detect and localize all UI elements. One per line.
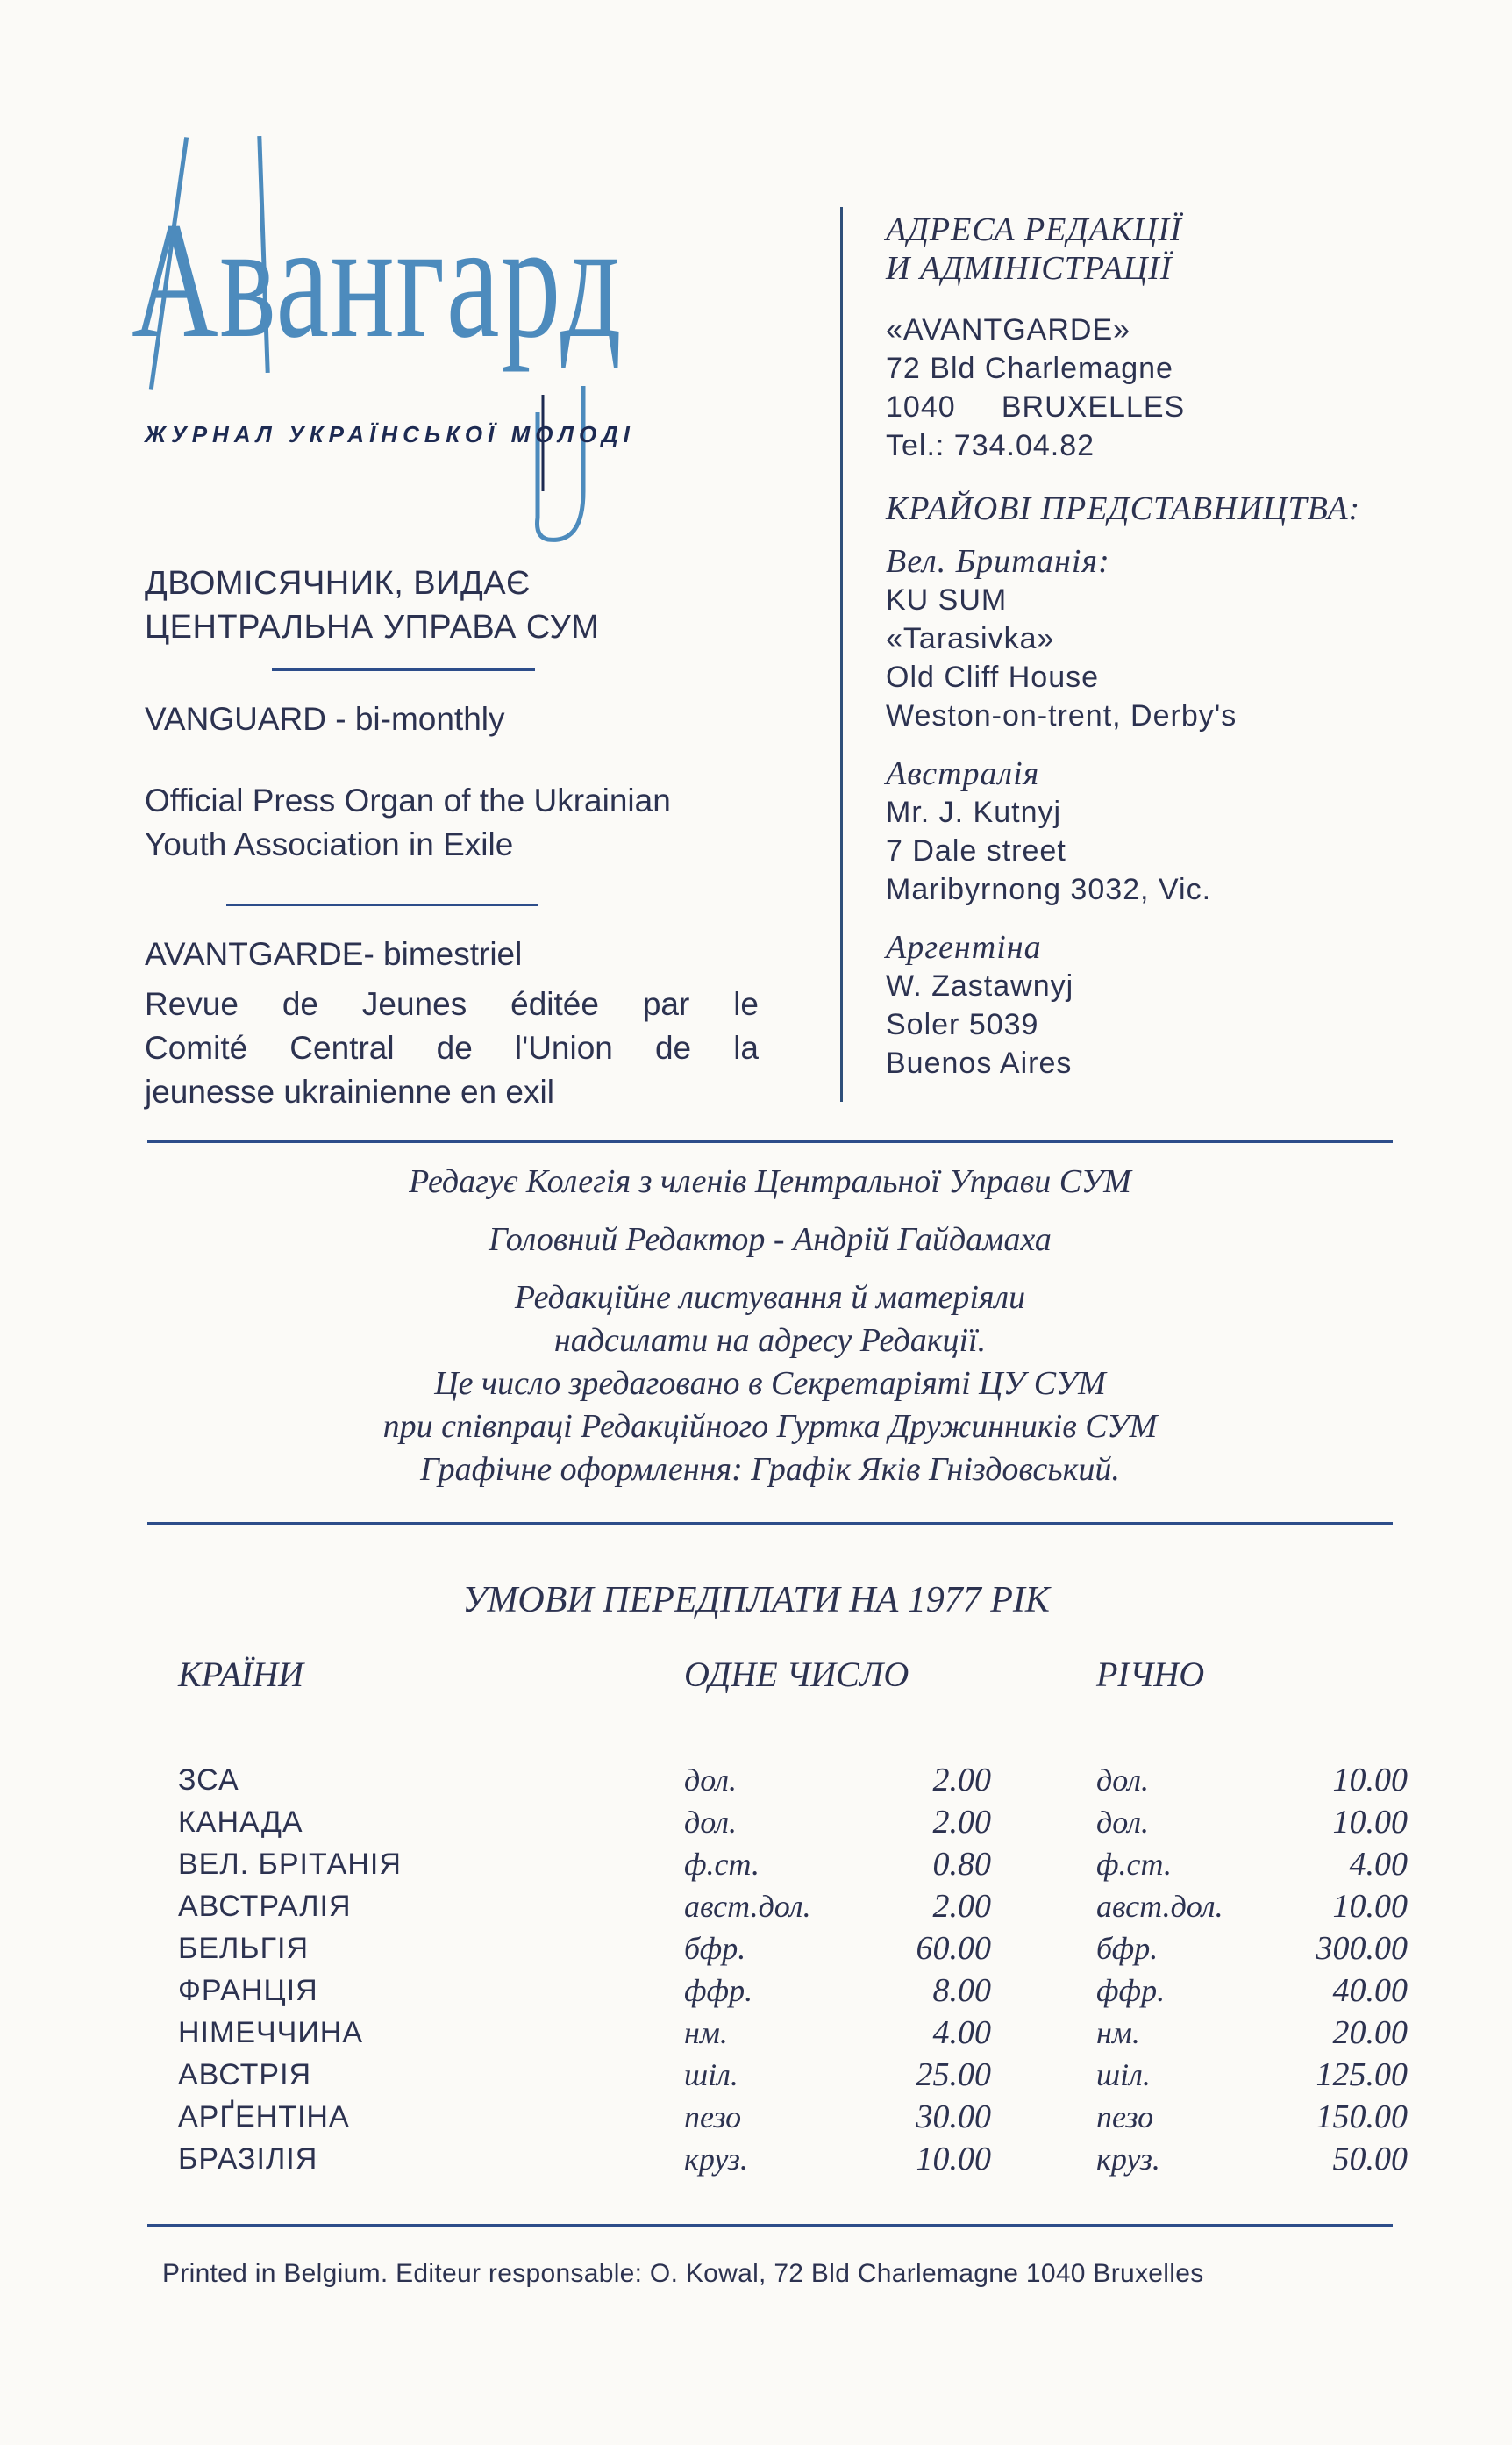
currency-cell: авст.дол. xyxy=(1096,1889,1223,1924)
country-cell: БЕЛЬГІЯ xyxy=(178,1932,310,1965)
currency-cell: ффр. xyxy=(1096,1973,1166,2008)
country-cell: АРҐЕНТІНА xyxy=(178,2100,350,2134)
single-price-cell: 0.80 xyxy=(932,1846,991,1883)
yearly-price-cell: 10.00 xyxy=(1332,1888,1408,1925)
rep-line: W. Zastawnyj xyxy=(886,969,1074,1003)
rep-line: Maribyrnong 3032, Vic. xyxy=(886,873,1212,906)
rep-country: Аргентіна xyxy=(886,929,1042,966)
yearly-price-cell: 40.00 xyxy=(1332,1972,1408,2009)
editorial-credits xyxy=(147,1161,1393,1491)
col-single-header: ОДНЕ ЧИСЛО xyxy=(684,1655,909,1694)
rep-line: Old Cliff House xyxy=(886,661,1100,694)
currency-cell: дол. xyxy=(684,1805,738,1840)
english-subtitle: VANGUARD - bi-monthly xyxy=(145,701,505,737)
divider xyxy=(272,668,535,671)
country-cell: НІМЕЧЧИНА xyxy=(178,2016,363,2049)
yearly-price-cell: 10.00 xyxy=(1332,1804,1408,1841)
currency-cell: дол. xyxy=(684,1762,738,1798)
single-price-cell: 2.00 xyxy=(932,1804,991,1841)
description-line: jeunesse ukrainienne en exil xyxy=(145,1074,554,1110)
rep-line: Buenos Aires xyxy=(886,1047,1073,1080)
table-row xyxy=(0,1885,1512,1927)
col-country-header: КРАЇНИ xyxy=(178,1655,304,1694)
table-row xyxy=(0,1970,1512,2012)
rep-line: Mr. J. Kutnyj xyxy=(886,796,1062,829)
currency-cell: пезо xyxy=(1096,2099,1154,2134)
currency-cell: нм. xyxy=(684,2015,728,2050)
magazine-logo: Авангард xyxy=(132,189,624,373)
rep-line: Soler 5039 xyxy=(886,1008,1039,1041)
magazine-subtitle: ЖУРНАЛ УКРАЇНСЬКОЇ МОЛОДІ xyxy=(145,421,635,447)
table-row xyxy=(0,2138,1512,2180)
address-heading: И АДМІНІСТРАЦІЇ xyxy=(886,250,1173,287)
yearly-price-cell: 10.00 xyxy=(1332,1762,1408,1798)
description-line: Official Press Organ of the Ukrainian xyxy=(145,783,671,819)
currency-cell: ф.ст. xyxy=(684,1847,760,1882)
representatives-heading: КРАЙОВІ ПРЕДСТАВНИЦТВА: xyxy=(886,490,1361,527)
rep-line: «Tarasivka» xyxy=(886,622,1055,655)
single-price-cell: 2.00 xyxy=(932,1762,991,1798)
single-price-cell: 30.00 xyxy=(916,2098,991,2135)
rep-line: KU SUM xyxy=(886,583,1008,617)
country-cell: ЗСА xyxy=(178,1763,239,1797)
french-subtitle: AVANTGARDE- bimestriel xyxy=(145,936,523,972)
credit-line: Це число зредаговано в Секретаріяті ЦУ СУМ xyxy=(434,1365,1106,1402)
country-cell: ВЕЛ. БРІТАНІЯ xyxy=(178,1848,402,1881)
table-row xyxy=(0,2012,1512,2054)
currency-cell: дол. xyxy=(1096,1762,1150,1798)
country-cell: ФРАНЦІЯ xyxy=(178,1974,318,2007)
currency-cell: круз. xyxy=(684,2141,748,2177)
currency-cell: круз. xyxy=(1096,2141,1160,2177)
yearly-price-cell: 20.00 xyxy=(1332,2014,1408,2051)
english-description xyxy=(145,779,767,867)
imprint-footer: Printed in Belgium. Editeur responsable: O. Kowal, 72 Bld Charlemagne 1040 Bruxelles xyxy=(162,2259,1204,2288)
section-divider xyxy=(147,1522,1393,1525)
address-heading: АДРЕСА РЕДАКЦІЇ xyxy=(886,211,1182,248)
single-price-cell: 2.00 xyxy=(932,1888,991,1925)
publisher-title-line: ДВОМІСЯЧНИК, ВИДАЄ xyxy=(145,565,531,602)
single-price-cell: 25.00 xyxy=(916,2056,991,2093)
single-price-cell: 10.00 xyxy=(916,2141,991,2177)
single-price-cell: 8.00 xyxy=(932,1972,991,2009)
currency-cell: шіл. xyxy=(684,2057,738,2092)
address-line: «AVANTGARDE» xyxy=(886,313,1131,347)
table-row xyxy=(0,2096,1512,2138)
credit-line: надсилати на адресу Редакції. xyxy=(553,1322,987,1359)
rep-line: 7 Dale street xyxy=(886,834,1066,868)
table-row xyxy=(0,1801,1512,1843)
table-row xyxy=(0,1927,1512,1970)
credit-line: при співпраці Редакційного Гуртка Дружинників СУМ xyxy=(382,1408,1158,1445)
currency-cell: бфр. xyxy=(684,1931,746,1966)
section-divider xyxy=(147,1140,1393,1143)
yearly-price-cell: 150.00 xyxy=(1316,2098,1408,2135)
yearly-price-cell: 50.00 xyxy=(1332,2141,1408,2177)
currency-cell: дол. xyxy=(1096,1805,1150,1840)
address-line: Tel.: 734.04.82 xyxy=(886,429,1095,462)
divider xyxy=(226,904,538,906)
table-row xyxy=(0,2054,1512,2096)
description-line: Comité Central de l'Union de la xyxy=(145,1030,759,1066)
single-price-cell: 4.00 xyxy=(932,2014,991,2051)
currency-cell: шіл. xyxy=(1096,2057,1151,2092)
country-cell: КАНАДА xyxy=(178,1805,303,1839)
table-row xyxy=(0,1759,1512,1801)
publisher-title-line: ЦЕНТРАЛЬНА УПРАВА СУМ xyxy=(145,609,600,646)
address-line: 1040 BRUXELLES xyxy=(886,390,1186,424)
rep-country: Вел. Британія: xyxy=(886,543,1110,580)
single-price-cell: 60.00 xyxy=(916,1930,991,1967)
currency-cell: авст.дол. xyxy=(684,1889,811,1924)
currency-cell: пезо xyxy=(684,2099,742,2134)
credit-line: Редагує Колегія з членів Центральної Управи СУМ xyxy=(409,1163,1131,1200)
section-divider xyxy=(147,2224,1393,2227)
rep-line: Weston-on-trent, Derby's xyxy=(886,699,1237,733)
yearly-price-cell: 125.00 xyxy=(1316,2056,1408,2093)
currency-cell: ф.ст. xyxy=(1096,1847,1172,1882)
description-line: Youth Association in Exile xyxy=(145,826,514,862)
currency-cell: нм. xyxy=(1096,2015,1140,2050)
country-cell: БРАЗІЛІЯ xyxy=(178,2142,318,2176)
country-cell: АВСТРІЯ xyxy=(178,2058,312,2091)
currency-cell: ффр. xyxy=(684,1973,753,2008)
country-cell: АВСТРАЛІЯ xyxy=(178,1890,352,1923)
column-divider xyxy=(840,207,843,1102)
col-yearly-header: РІЧНО xyxy=(1096,1655,1205,1694)
french-description xyxy=(145,983,759,1114)
credit-line: Головний Редактор - Андрій Гайдамаха xyxy=(489,1221,1052,1258)
table-row xyxy=(0,1843,1512,1885)
publisher-title xyxy=(145,561,767,649)
address-section xyxy=(886,211,1491,1083)
credit-line: Редакційне листування й матеріяли xyxy=(514,1279,1026,1316)
description-line: Revue de Jeunes éditée par le xyxy=(145,986,759,1022)
address-line: 72 Bld Charlemagne xyxy=(886,352,1173,385)
credit-line: Графічне оформлення: Графік Яків Гніздовський. xyxy=(420,1451,1120,1488)
subscription-heading: УМОВИ ПЕРЕДПЛАТИ НА 1977 РІК xyxy=(462,1580,1050,1620)
yearly-price-cell: 300.00 xyxy=(1316,1930,1408,1967)
logo-flourish xyxy=(531,386,610,553)
yearly-price-cell: 4.00 xyxy=(1349,1846,1408,1883)
currency-cell: бфр. xyxy=(1096,1931,1159,1966)
rep-country: Австралія xyxy=(886,755,1040,792)
